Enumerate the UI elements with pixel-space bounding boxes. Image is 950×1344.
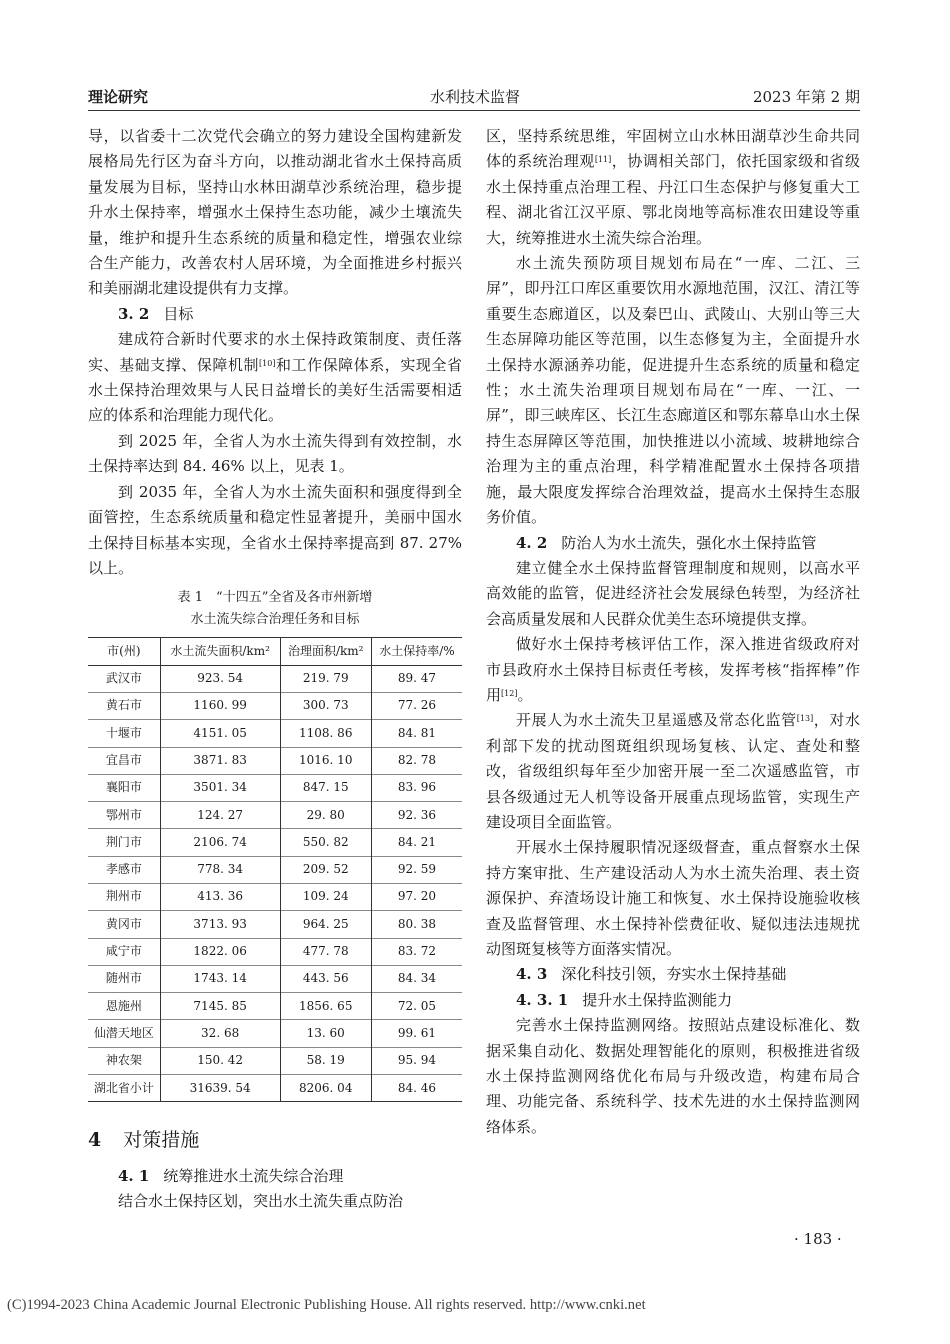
table-cell: 82. 78	[371, 747, 462, 774]
citation-ref: [12]	[501, 688, 518, 698]
table-cell: 1743. 14	[160, 965, 280, 992]
table-row	[88, 883, 462, 910]
table-cell: 神农架	[88, 1047, 160, 1074]
table-cell: 83. 96	[371, 774, 462, 801]
table-header-cell: 水土流失面积/km²	[160, 638, 280, 665]
data-table	[88, 637, 462, 1102]
table-cell: 武汉市	[105, 671, 142, 686]
table-cell: 恩施州	[88, 993, 160, 1020]
table-cell: 1160. 99	[160, 692, 280, 719]
table-cell: 150. 42	[160, 1047, 280, 1074]
table-cell: 92. 36	[371, 802, 462, 829]
table-cell: 黄冈市	[88, 911, 160, 938]
table-cell: 58. 19	[280, 1047, 371, 1074]
table-cell: 3713. 93	[160, 911, 280, 938]
table-cell: 3501. 34	[160, 774, 280, 801]
table-header-cell: 市(州)	[88, 638, 160, 665]
paragraph: 完善水土保持监测网络。按照站点建设标准化、数据采集自动化、数据处理智能化的原则，积极推进省级水土保持监测网络优化布局与升级改造，构建布局合理、功能完备、系统科学、技术先进的水土保持监测网络体系。	[486, 1016, 860, 1136]
table-cell: 襄阳市	[88, 774, 160, 801]
paragraph: 结合水土保持区划，突出水土流失重点防治	[118, 1192, 404, 1211]
section-heading-4-2: 4. 2 防治人为水土流失，强化水土保持监管	[516, 533, 817, 552]
section-heading-4-3: 4. 3 深化科技引领，夯实水土保持基础	[516, 965, 787, 984]
table-cell: 1822. 06	[160, 938, 280, 965]
section-heading-4-3-1: 4. 3. 1 提升水土保持监测能力	[516, 990, 733, 1009]
table-row	[88, 747, 462, 774]
paragraph: 建成符合新时代要求的水土保持政策制度、责任落实、基础支撑、保障机制[10]和工作保障体系，实现全省水土保持治理效果与人民日益增长的美好生活需要相适应的体系和治理能力现代化。	[88, 330, 462, 425]
table-header-cell: 治理面积/km²	[280, 638, 371, 665]
table-cell: 95. 94	[371, 1047, 462, 1074]
table-row	[88, 938, 462, 965]
table-cell: 97. 20	[371, 883, 462, 910]
page-number: · 183 ·	[794, 1230, 842, 1248]
table-cell: 29. 80	[280, 802, 371, 829]
paragraph: 开展人为水土流失卫星遥感及常态化监管[13]，对水利部下发的扰动图斑组织现场复核、认定、查处和整改，省级组织每年至少加密开展一至二次遥感监管，市县各级通过无人机等设备开展重点现场监管，实现生产建设项目全面监管。	[486, 711, 860, 831]
table-cell: 99. 61	[371, 1020, 462, 1047]
table-cell: 32. 68	[160, 1020, 280, 1047]
table-cell: 77. 26	[371, 692, 462, 719]
table-cell: 109. 24	[280, 883, 371, 910]
paragraph: 导，以省委十二次党代会确立的努力建设全国构建新发展格局先行区为奋斗方向，以推动湖北省水土保持高质量发展为目标，坚持山水林田湖草沙系统治理，稳步提升水土保持率，增强水土保持生态功能，减少土壤流失量，维护和提升生态系统的质量和稳定性，增强农业综合生产能力，改善农村人居环境，为全面推进乡村振兴和美丽湖北建设提供有力支撑。	[88, 127, 462, 298]
table-header-cell: 水土保持率/%	[371, 638, 462, 665]
table-cell: 84. 81	[371, 720, 462, 747]
table-cell: 209. 52	[280, 856, 371, 883]
table-cell: 3871. 83	[160, 747, 280, 774]
table-cell: 4151. 05	[160, 720, 280, 747]
table-cell: 83. 72	[371, 938, 462, 965]
table-row	[88, 1047, 462, 1074]
citation-ref: [11]	[594, 155, 612, 165]
citation-ref: [10]	[259, 358, 276, 368]
table-row	[88, 1020, 462, 1047]
section-heading-3-2: 3. 2 目标	[118, 304, 194, 323]
table-cell: 89. 47	[371, 665, 462, 692]
table-row	[88, 856, 462, 883]
header-rule	[88, 110, 860, 111]
table-cell: 1016. 10	[280, 747, 371, 774]
table-cell: 黄石市	[88, 692, 160, 719]
table-row	[88, 965, 462, 992]
paragraph: 做好水土保持考核评估工作，深入推进省级政府对市县政府水土保持目标责任考核，发挥考核“指挥棒”作用[12]。	[486, 635, 860, 704]
header-center: 水利技术监督	[429, 88, 520, 106]
table-row	[88, 720, 462, 747]
table-row	[88, 911, 462, 938]
table-cell: 964. 25	[280, 911, 371, 938]
table-cell: 十堰市	[88, 720, 160, 747]
table-caption: 表 1 “十四五”全省及各市州新增 水土流失综合治理任务和目标	[177, 590, 373, 628]
table-cell: 72. 05	[371, 993, 462, 1020]
header-left: 理论研究	[88, 88, 149, 106]
table-cell: 84. 34	[371, 965, 462, 992]
left-column	[88, 124, 462, 1215]
table-cell: 778. 34	[160, 856, 280, 883]
table-row	[88, 665, 462, 692]
table-row	[88, 692, 462, 719]
table-cell: 1108. 86	[280, 720, 371, 747]
paragraph: 区，坚持系统思维，牢固树立山水林田湖草沙生命共同体的系统治理观[11]，协调相关部门，依托国家级和省级水土保持重点治理工程、丹江口生态保护与修复重大工程、湖北省江汉平原、鄂北岗地等高标准农田建设等重大，统筹推进水土流失综合治理。	[486, 127, 860, 247]
table-cell: 31639. 54	[160, 1075, 280, 1102]
right-column	[486, 124, 860, 1140]
table-cell: 847. 15	[280, 774, 371, 801]
paragraph: 到 2035 年，全省人为水土流失面积和强度得到全面管控，生态系统质量和稳定性显著提升，美丽中国水土保持目标基本实现，全省水土保持率提高到 87. 27% 以上。	[88, 482, 462, 577]
header-right: 2023 年第 2 期	[752, 88, 860, 106]
table-row	[88, 1075, 462, 1102]
table-cell: 923. 54	[160, 665, 280, 692]
paragraph: 水土流失预防项目规划布局在“一库、二江、三屏”，即丹江口库区重要饮用水源地范围，汉江、清江等重要生态廊道区，以及秦巴山、武陵山、大别山等三大生态屏障功能区等范围，以生态修复为主，全面提升水土保持水源涵养功能，促进提升生态系统的质量和稳定性；水土流失治理项目规划布局在“一库、一江、一屏”，即三峡库区、长江生态廊道区和鄂东幕阜山水土保持生态屏障区等范围，加快推进以小流域、坡耕地综合治理为主的重点治理，科学精准配置水土保持各项措施，最大限度发挥综合治理效益，提高水土保持生态服务价值。	[486, 254, 860, 527]
table-cell: 84. 46	[371, 1075, 462, 1102]
table-cell: 1856. 65	[280, 993, 371, 1020]
table-cell: 443. 56	[280, 965, 371, 992]
table-row	[88, 802, 462, 829]
table-cell: 随州市	[88, 965, 160, 992]
table-cell: 13. 60	[280, 1020, 371, 1047]
paragraph: 开展水土保持履职情况逐级督查，重点督察水土保持方案审批、生产建设活动人为水土流失治理、表土资源保护、弃渣场设计施工和恢复、水土保持设施验收核查及监督管理、水土保持补偿费征收、疑似违法违规扰动图斑复核等方面落实情况。	[486, 838, 860, 958]
table-cell: 477. 78	[280, 938, 371, 965]
table-cell: 550. 82	[280, 829, 371, 856]
paragraph: 到 2025 年，全省人为水土流失得到有效控制，水土保持率达到 84. 46% 以上，见表 1。	[88, 431, 462, 476]
table-cell: 湖北省小计	[88, 1075, 160, 1102]
table-cell: 219. 79	[280, 665, 371, 692]
citation-ref: [13]	[796, 714, 814, 724]
table-cell: 92. 59	[371, 856, 462, 883]
table-cell: 仙潜天地区	[88, 1020, 160, 1047]
table-cell: 413. 36	[160, 883, 280, 910]
table-cell: 鄂州市	[88, 802, 160, 829]
table-cell: 8206. 04	[280, 1075, 371, 1102]
table-cell: 宜昌市	[88, 747, 160, 774]
table-cell: 2106. 74	[160, 829, 280, 856]
table-cell: 荆州市	[88, 883, 160, 910]
table-cell: 荆门市	[88, 829, 160, 856]
table-cell: 300. 73	[280, 692, 371, 719]
paragraph: 建立健全水土保持监督管理制度和规则，以高水平高效能的监管，促进经济社会发展绿色转型，为经济社会高质量发展和人民群众优美生态环境提供支撑。	[486, 558, 860, 628]
section-heading-4: 4 对策措施	[88, 1129, 200, 1152]
table-row	[88, 774, 462, 801]
table-cell: 孝感市	[88, 856, 160, 883]
table-row	[88, 993, 462, 1020]
table-cell: 124. 27	[160, 802, 280, 829]
table-cell: 84. 21	[371, 829, 462, 856]
table-row	[88, 829, 462, 856]
table-cell: 7145. 85	[160, 993, 280, 1020]
table-cell: 80. 38	[371, 911, 462, 938]
section-heading-4-1: 4. 1 统筹推进水土流失综合治理	[118, 1166, 344, 1185]
table-cell: 咸宁市	[88, 938, 160, 965]
copyright-footer: (C)1994-2023 China Academic Journal Electronic Publishing House. All rights reserved. http://www.cnki.net	[7, 1297, 646, 1313]
